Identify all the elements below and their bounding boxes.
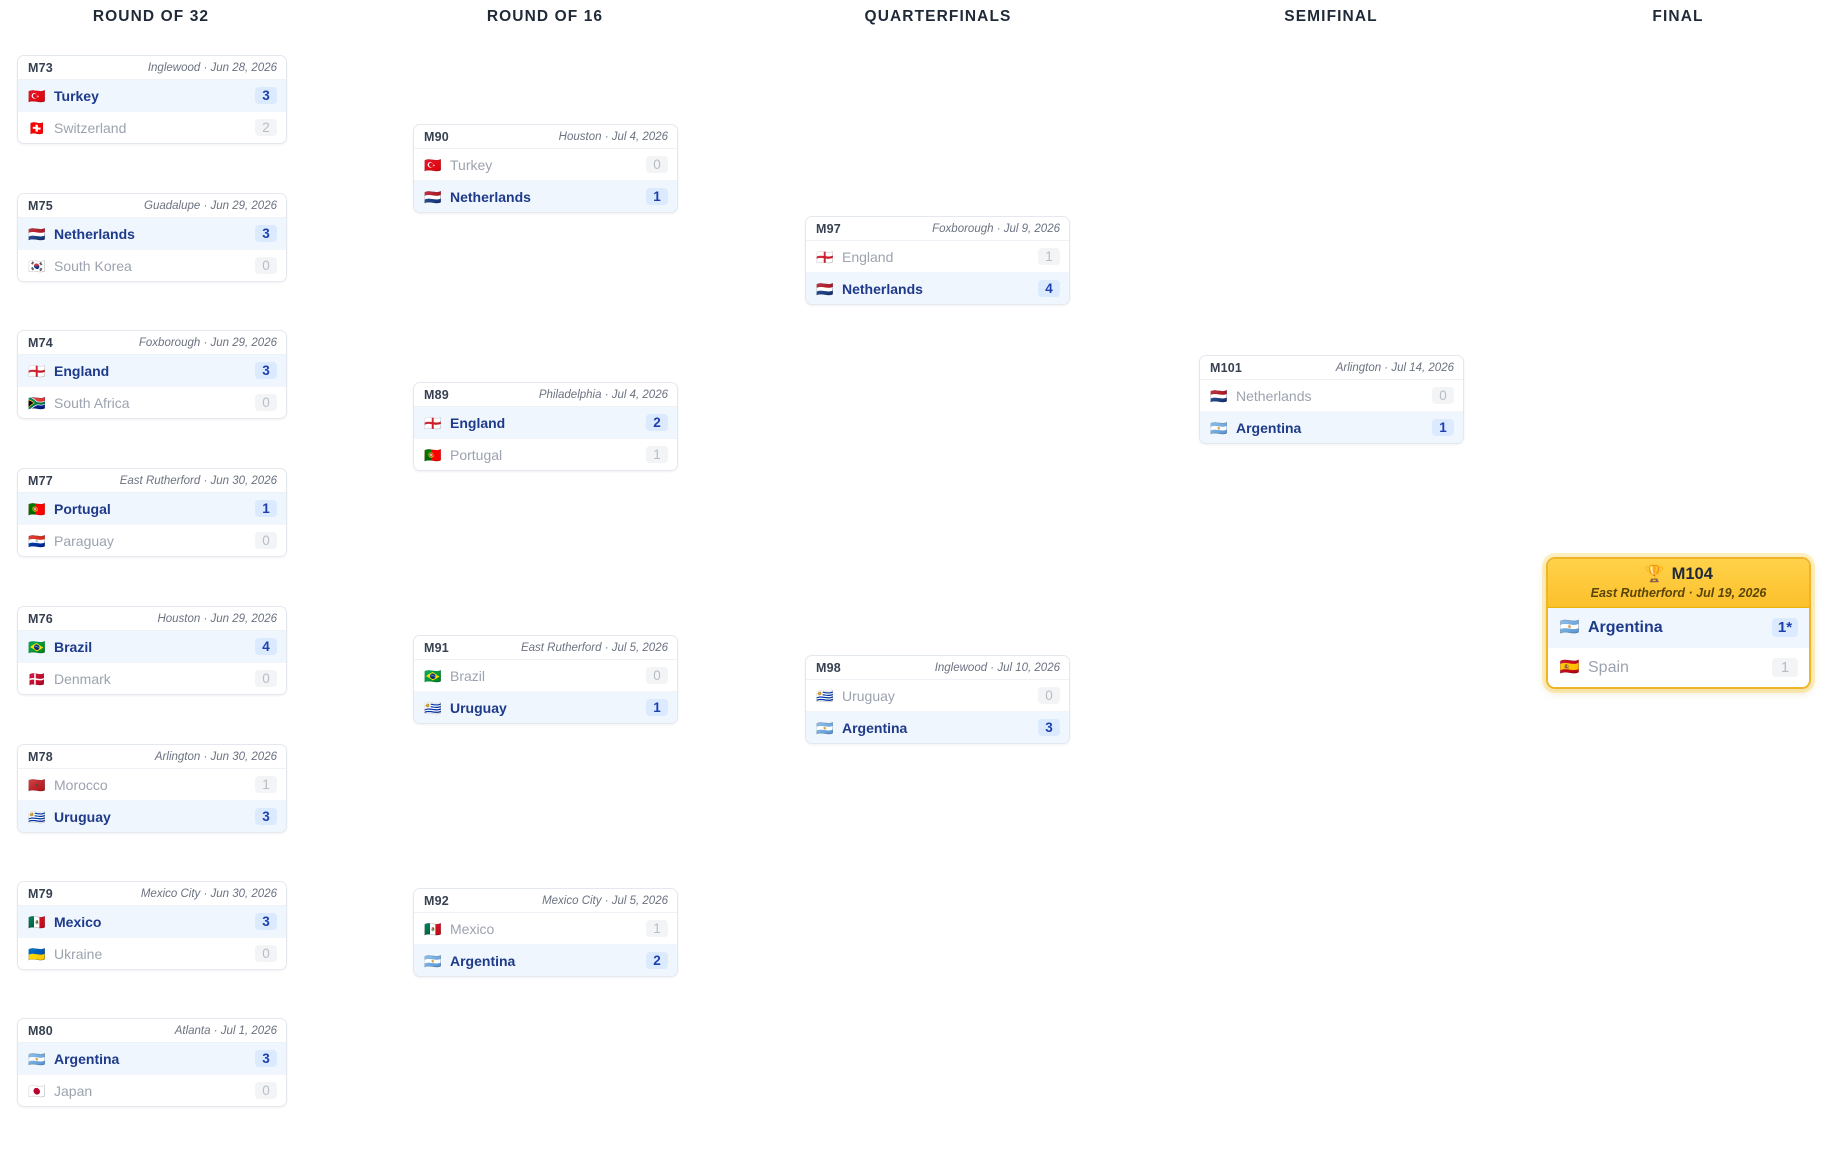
team-row[interactable] — [1548, 608, 1809, 647]
flag-icon: 🇨🇭 — [28, 119, 46, 136]
match-meta: Arlington · Jun 30, 2026 — [154, 751, 277, 763]
team-score: 2 — [646, 952, 668, 969]
team-score: 1 — [1772, 658, 1798, 677]
column-header-semifinal: SEMIFINAL — [1284, 8, 1378, 25]
flag-icon: 🇧🇷 — [424, 667, 442, 684]
match-card-m75[interactable] — [17, 193, 287, 282]
match-header — [414, 889, 677, 913]
match-header — [806, 217, 1069, 241]
match-meta: Foxborough · Jun 29, 2026 — [138, 337, 277, 349]
match-id: M79 — [28, 887, 53, 901]
flag-icon: 🇲🇽 — [28, 913, 46, 930]
flag-icon: 🇪🇸 — [1559, 658, 1580, 676]
flag-icon: 🇰🇷 — [28, 257, 46, 274]
column-header-round-of-16: ROUND OF 16 — [486, 8, 604, 25]
team-name: England — [450, 414, 506, 431]
team-row[interactable] — [18, 355, 286, 386]
team-name: Brazil — [450, 667, 486, 684]
match-meta: Mexico City · Jun 30, 2026 — [140, 888, 277, 900]
flag-icon: 🇹🇷 — [424, 156, 442, 173]
match-header — [414, 125, 677, 149]
flag-icon: 🇯🇵 — [28, 1082, 46, 1099]
match-meta: East Rutherford · Jul 19, 2026 — [1590, 586, 1767, 600]
team-row[interactable] — [18, 493, 286, 524]
match-id: M74 — [28, 336, 53, 350]
team-row[interactable] — [18, 218, 286, 249]
team-row[interactable] — [1200, 411, 1463, 443]
team-score: 3 — [1038, 719, 1060, 736]
team-score: 1 — [646, 699, 668, 716]
team-name: Ukraine — [54, 945, 103, 962]
match-id: M75 — [28, 199, 53, 213]
team-name: Denmark — [54, 670, 111, 687]
flag-icon: 🇵🇹 — [28, 500, 46, 517]
match-card-m79[interactable] — [17, 881, 287, 970]
flag-icon: 🇦🇷 — [28, 1050, 46, 1067]
team-row[interactable] — [806, 711, 1069, 743]
match-card-m78[interactable] — [17, 744, 287, 833]
match-id: M78 — [28, 750, 53, 764]
match-meta: Philadelphia · Jul 4, 2026 — [538, 389, 668, 401]
team-row[interactable] — [18, 906, 286, 937]
team-row[interactable] — [806, 272, 1069, 304]
team-score: 1 — [646, 920, 668, 937]
match-header — [414, 383, 677, 407]
team-name: Argentina — [842, 719, 908, 736]
match-meta: Mexico City · Jul 5, 2026 — [542, 895, 668, 907]
team-name: Argentina — [1588, 618, 1663, 636]
flag-icon: 🇹🇷 — [28, 87, 46, 104]
team-name: Uruguay — [54, 808, 111, 825]
team-row[interactable] — [18, 80, 286, 111]
team-row[interactable] — [414, 691, 677, 723]
team-score: 1 — [255, 776, 277, 793]
match-header — [18, 56, 286, 80]
match-header — [18, 194, 286, 218]
match-header — [18, 745, 286, 769]
match-id: M98 — [816, 661, 841, 675]
team-score: 0 — [255, 670, 277, 687]
team-score: 2 — [646, 414, 668, 431]
team-name: Netherlands — [450, 188, 531, 205]
match-header — [18, 331, 286, 355]
team-name: Mexico — [54, 913, 102, 930]
final-header — [1548, 559, 1809, 608]
flag-icon: 🇦🇷 — [1210, 419, 1228, 436]
team-score: 0 — [255, 945, 277, 962]
match-header — [18, 607, 286, 631]
team-name: England — [842, 248, 894, 265]
match-card-m101[interactable] — [1199, 355, 1464, 444]
column-header-round-of-32: ROUND OF 32 — [92, 8, 210, 25]
match-meta: East Rutherford · Jul 5, 2026 — [520, 642, 668, 654]
team-row[interactable] — [18, 524, 286, 556]
match-meta: Inglewood · Jul 10, 2026 — [934, 662, 1060, 674]
match-meta: Houston · Jun 29, 2026 — [157, 613, 277, 625]
team-name: South Africa — [54, 394, 130, 411]
column-header-final: FINAL — [1652, 8, 1704, 25]
flag-icon: 🇵🇹 — [424, 446, 442, 463]
team-name: Portugal — [450, 446, 503, 463]
team-row[interactable] — [414, 438, 677, 470]
column-header-quarterfinals: QUARTERFINALS — [864, 8, 1012, 25]
team-row[interactable] — [18, 249, 286, 281]
team-row[interactable] — [414, 149, 677, 180]
match-card-m76[interactable] — [17, 606, 287, 695]
trophy-icon: 🏆 — [1644, 565, 1665, 583]
team-row[interactable] — [18, 631, 286, 662]
team-score: 1 — [255, 500, 277, 517]
match-id: M104 — [1671, 565, 1713, 583]
match-card-m91[interactable] — [413, 635, 678, 724]
match-meta: Houston · Jul 4, 2026 — [558, 131, 668, 143]
flag-icon: 🇵🇾 — [28, 532, 46, 549]
flag-icon: 🇺🇦 — [28, 945, 46, 962]
team-name: Japan — [54, 1082, 93, 1099]
team-row[interactable] — [18, 800, 286, 832]
team-row[interactable] — [18, 386, 286, 418]
team-score: 0 — [646, 667, 668, 684]
team-row[interactable] — [806, 241, 1069, 272]
team-name: Paraguay — [54, 532, 114, 549]
team-row[interactable] — [1548, 647, 1809, 687]
team-score: 1 — [1432, 419, 1454, 436]
team-score: 1* — [1772, 618, 1798, 637]
team-name: Argentina — [1236, 419, 1302, 436]
match-header — [1200, 356, 1463, 380]
team-row[interactable] — [18, 662, 286, 694]
team-score: 3 — [255, 225, 277, 242]
team-score: 0 — [646, 156, 668, 173]
flag-icon: 🇲🇽 — [424, 920, 442, 937]
flag-icon: 🇳🇱 — [28, 225, 46, 242]
flag-icon: 🇺🇾 — [424, 699, 442, 716]
team-name: Turkey — [54, 87, 99, 104]
team-row[interactable] — [18, 1043, 286, 1074]
match-meta: East Rutherford · Jun 30, 2026 — [119, 475, 277, 487]
flag-icon: 🇳🇱 — [424, 188, 442, 205]
match-header — [806, 656, 1069, 680]
match-meta: Atlanta · Jul 1, 2026 — [174, 1025, 277, 1037]
team-score: 3 — [255, 87, 277, 104]
team-name: Turkey — [450, 156, 493, 173]
match-card-m104-final[interactable] — [1546, 557, 1811, 689]
flag-icon: 🇧🇷 — [28, 638, 46, 655]
match-header — [18, 1019, 286, 1043]
team-score: 0 — [1038, 687, 1060, 704]
team-name: Netherlands — [1236, 387, 1312, 404]
team-score: 0 — [255, 394, 277, 411]
team-row[interactable] — [414, 913, 677, 944]
team-row[interactable] — [806, 680, 1069, 711]
team-score: 1 — [646, 446, 668, 463]
team-name: Mexico — [450, 920, 495, 937]
match-header — [18, 469, 286, 493]
team-name: Argentina — [54, 1050, 120, 1067]
match-meta: Arlington · Jul 14, 2026 — [1335, 362, 1454, 374]
team-score: 1 — [646, 188, 668, 205]
match-id: M77 — [28, 474, 53, 488]
team-score: 4 — [1038, 280, 1060, 297]
flag-icon: 🇺🇾 — [816, 687, 834, 704]
final-title-row — [1556, 565, 1801, 584]
match-id: M90 — [424, 130, 449, 144]
team-name: Spain — [1588, 658, 1629, 676]
match-id: M89 — [424, 388, 449, 402]
match-header — [18, 882, 286, 906]
match-card-m73[interactable] — [17, 55, 287, 144]
team-row[interactable] — [18, 937, 286, 969]
flag-icon: 🇲🇦 — [28, 776, 46, 793]
flag-icon: 🇺🇾 — [28, 808, 46, 825]
flag-icon: 🏴󠁧󠁢󠁥󠁮󠁧󠁿 — [424, 414, 442, 431]
flag-icon: 🇦🇷 — [816, 719, 834, 736]
flag-icon: 🇿🇦 — [28, 394, 46, 411]
match-card-m97[interactable] — [805, 216, 1070, 305]
team-score: 3 — [255, 808, 277, 825]
match-card-m98[interactable] — [805, 655, 1070, 744]
match-meta: Foxborough · Jul 9, 2026 — [932, 223, 1060, 235]
team-score: 0 — [255, 532, 277, 549]
flag-icon: 🏴󠁧󠁢󠁥󠁮󠁧󠁿 — [28, 362, 46, 379]
team-name: Netherlands — [54, 225, 135, 242]
team-row[interactable] — [414, 180, 677, 212]
team-name: Switzerland — [54, 119, 127, 136]
team-score: 2 — [255, 119, 277, 136]
team-score: 3 — [255, 913, 277, 930]
team-row[interactable] — [1200, 380, 1463, 411]
team-score: 0 — [255, 1082, 277, 1099]
team-name: Netherlands — [842, 280, 923, 297]
flag-icon: 🇦🇷 — [424, 952, 442, 969]
match-card-m77[interactable] — [17, 468, 287, 557]
match-id: M73 — [28, 61, 53, 75]
team-row[interactable] — [414, 944, 677, 976]
flag-icon: 🇦🇷 — [1559, 618, 1580, 636]
team-name: South Korea — [54, 257, 132, 274]
team-row[interactable] — [414, 407, 677, 438]
flag-icon: 🇳🇱 — [816, 280, 834, 297]
team-row[interactable] — [414, 660, 677, 691]
match-card-m80[interactable] — [17, 1018, 287, 1107]
team-name: England — [54, 362, 110, 379]
match-card-m92[interactable] — [413, 888, 678, 977]
team-score: 0 — [1432, 387, 1454, 404]
match-card-m90[interactable] — [413, 124, 678, 213]
team-score: 1 — [1038, 248, 1060, 265]
match-id: M92 — [424, 894, 449, 908]
team-score: 3 — [255, 1050, 277, 1067]
team-name: Argentina — [450, 952, 516, 969]
team-score: 3 — [255, 362, 277, 379]
match-card-m74[interactable] — [17, 330, 287, 419]
match-meta: Inglewood · Jun 28, 2026 — [147, 62, 277, 74]
team-score: 4 — [255, 638, 277, 655]
match-id: M101 — [1210, 361, 1243, 375]
team-row[interactable] — [18, 769, 286, 800]
team-row[interactable] — [18, 111, 286, 143]
team-name: Uruguay — [450, 699, 507, 716]
team-name: Uruguay — [842, 687, 895, 704]
match-header — [414, 636, 677, 660]
match-id: M91 — [424, 641, 449, 655]
team-name: Portugal — [54, 500, 111, 517]
flag-icon: 🇳🇱 — [1210, 387, 1228, 404]
flag-icon: 🇩🇰 — [28, 670, 46, 687]
match-id: M76 — [28, 612, 53, 626]
team-name: Brazil — [54, 638, 93, 655]
match-id: M80 — [28, 1024, 53, 1038]
flag-icon: 🏴󠁧󠁢󠁥󠁮󠁧󠁿 — [816, 248, 834, 265]
team-score: 0 — [255, 257, 277, 274]
match-meta: Guadalupe · Jun 29, 2026 — [144, 200, 277, 212]
team-name: Morocco — [54, 776, 108, 793]
team-row[interactable] — [18, 1074, 286, 1106]
match-card-m89[interactable] — [413, 382, 678, 471]
match-id: M97 — [816, 222, 841, 236]
